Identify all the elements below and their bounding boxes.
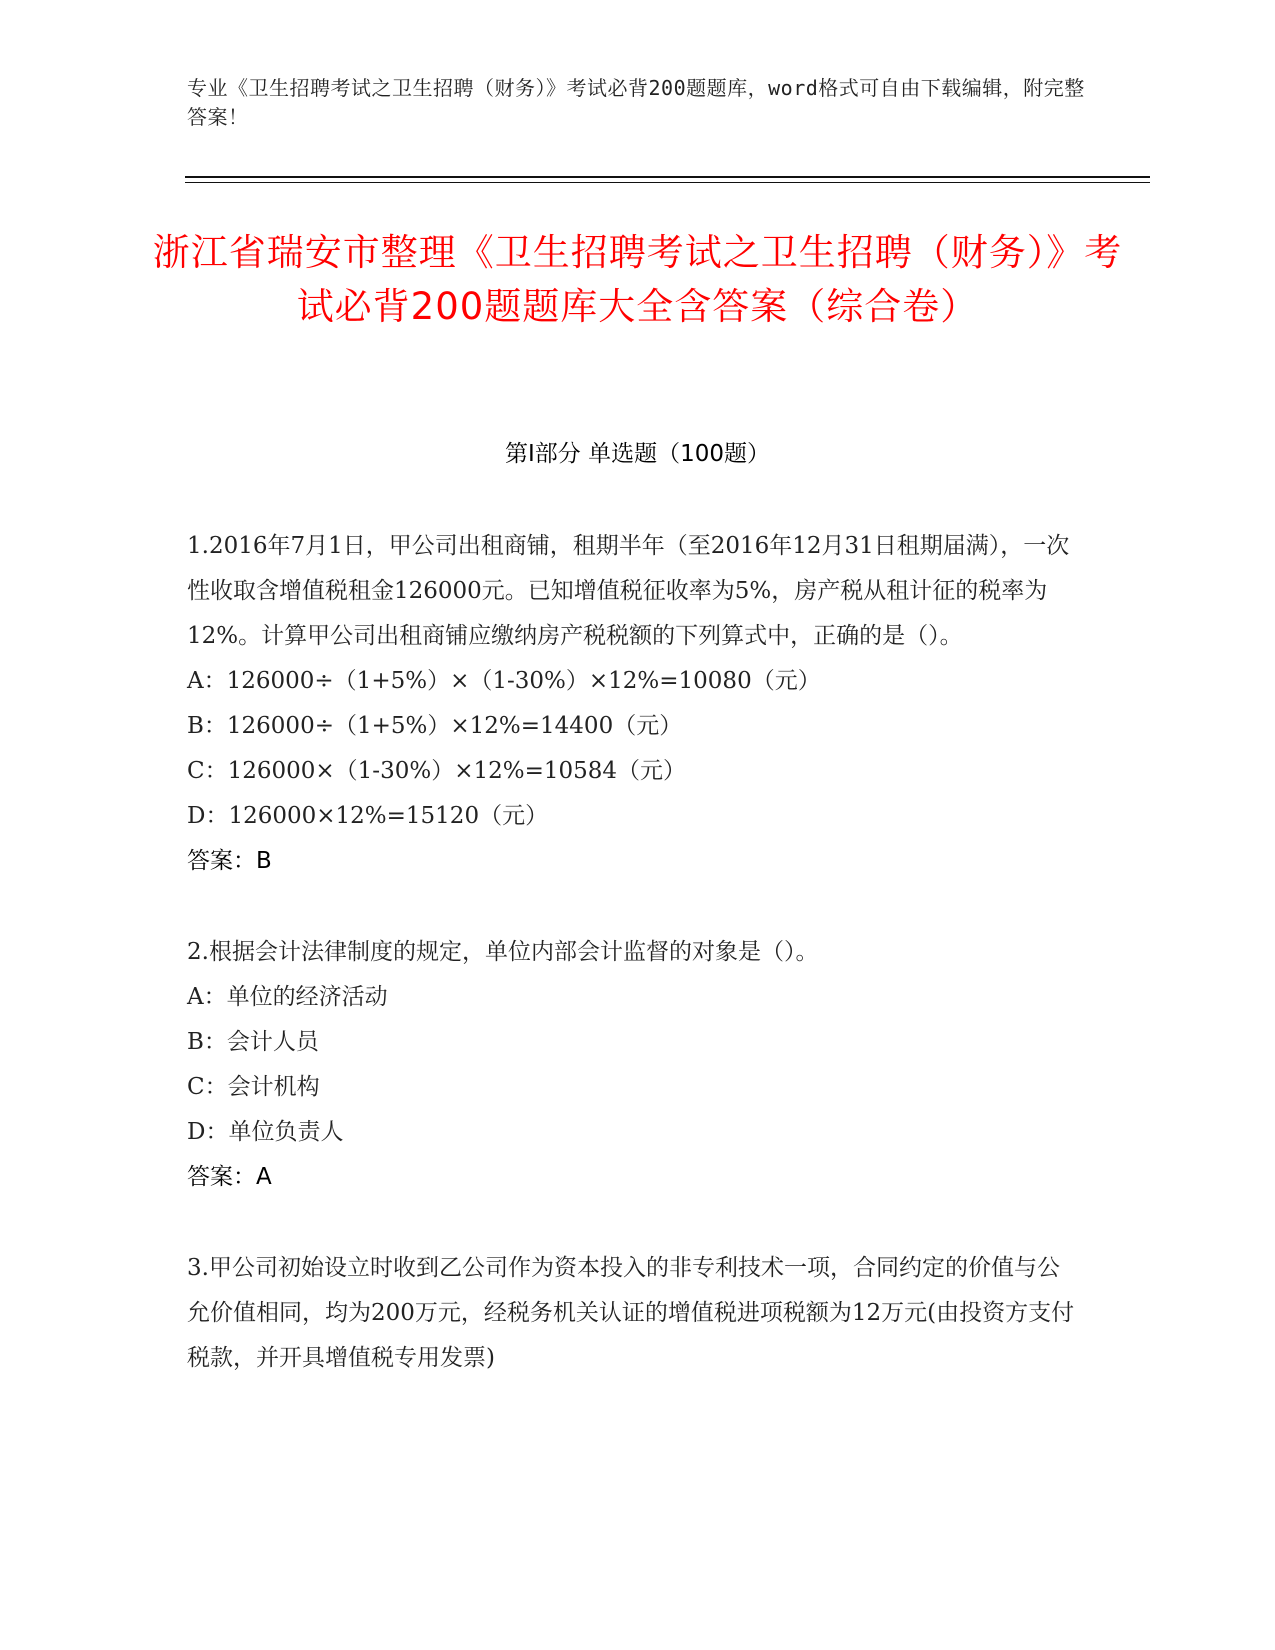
header-divider-thin [185, 182, 1150, 183]
question-list [187, 524, 1082, 1427]
option-b: B：会计人员 [187, 1029, 319, 1055]
header-note: 专业《卫生招聘考试之卫生招聘（财务）》考试必背200题题库，word格式可自由下载编辑，附完整答案！ [187, 76, 1085, 129]
question-stem: 1.2016年7月1日，甲公司出租商铺，租期半年（至2016年12月31日租期届满），一次性收取含增值税租金126000元。已知增值税征收率为5%，房产税从租计征的税率为12%。计算甲公司出租商铺应缴纳房产税税额的下列算式中，正确的是（）。 [187, 533, 1070, 649]
question-stem: 2.根据会计法律制度的规定，单位内部会计监督的对象是（）。 [187, 939, 819, 965]
question-item [187, 930, 1082, 1200]
option-c: C：126000×（1-30%）×12%=10584（元） [187, 758, 687, 784]
question-item [187, 524, 1082, 884]
answer-label: 答案：B [187, 848, 272, 874]
answer-label: 答案：A [187, 1164, 272, 1190]
document-title: 浙江省瑞安市整理《卫生招聘考试之卫生招聘（财务）》考试必背200题题库大全含答案（综合卷） [152, 231, 1123, 328]
option-a: A：单位的经济活动 [187, 984, 388, 1010]
option-d: D：126000×12%=15120（元） [187, 803, 549, 829]
section-heading: 第Ⅰ部分 单选题（100题） [505, 441, 770, 467]
option-d: D：单位负责人 [187, 1119, 344, 1145]
question-stem: 3.甲公司初始设立时收到乙公司作为资本投入的非专利技术一项，合同约定的价值与公允价值相同，均为200万元，经税务机关认证的增值税进项税额为12万元(由投资方支付税款，并开具增值税专用发票) [187, 1255, 1075, 1371]
option-c: C：会计机构 [187, 1074, 320, 1100]
option-b: B：126000÷（1+5%）×12%=14400（元） [187, 713, 683, 739]
option-a: A：126000÷（1+5%）×（1-30%）×12%=10080（元） [187, 668, 821, 694]
header-divider-thick [185, 176, 1150, 178]
question-item [187, 1246, 1082, 1381]
